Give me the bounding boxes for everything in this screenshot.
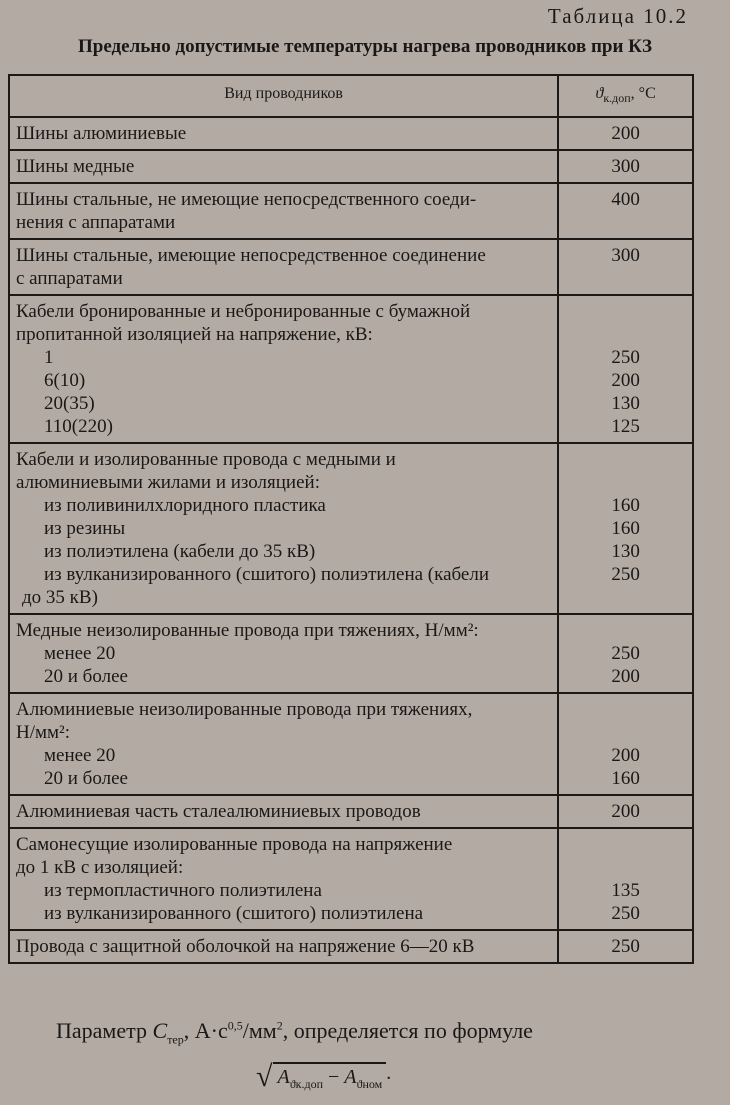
table-row [9,150,693,183]
row-subitem: из поливинилхлоридного пластика [44,495,326,517]
row-value [558,930,693,963]
row-subitem: из термопластичного полиэтилена [44,880,322,902]
row-subitem: из вулканизированного (сшитого) полиэтилена (кабели [44,564,490,586]
temperature-value: 250 [611,643,640,665]
row-text-line: Алюминиевая часть сталеалюминиевых проводов [16,801,421,823]
temperature-value: 160 [611,518,640,540]
temperature-value: 300 [611,156,640,178]
value-spacer [565,323,686,346]
row-value [558,614,693,693]
row-text-line: Провода с защитной оболочкой на напряжение 6—20 кВ [16,936,475,958]
row-subitem: из резины [44,518,126,540]
row-text-line: Кабели бронированные и небронированные с бумажной [16,301,471,323]
row-text-line: алюминиевыми жилами и изоляцией: [16,472,320,494]
formula-intro: Параметр $C_{тер}$, $А\cdot с^{0,5}/мм^2$, определяется по формуле [56,1018,533,1047]
value-spacer [565,300,686,323]
value-spacer [565,856,686,879]
temperature-value: 400 [611,189,640,211]
row-kind [9,295,558,443]
temperature-value: 200 [611,123,640,145]
value-spacer [565,721,686,744]
row-subitem: менее 20 [44,643,116,665]
temperature-value: 125 [611,416,640,438]
table-row [9,693,693,795]
row-text-line: Кабели и изолированные провода с медными и [16,449,396,471]
row-kind [9,117,558,150]
row-value [558,443,693,614]
table-row [9,443,693,614]
row-subitem: 110(220) [44,416,113,438]
row-kind [9,693,558,795]
table-body [9,117,693,963]
row-value [558,295,693,443]
row-text-line: нения с аппаратами [16,212,176,234]
row-kind [9,828,558,930]
row-kind [9,183,558,239]
temperature-value: 200 [611,666,640,688]
row-text-line: Самонесущие изолированные провода на напряжение [16,834,453,856]
row-value [558,183,693,239]
table-row [9,183,693,239]
sqrt-sign-icon: √ [256,1060,273,1093]
table-row [9,795,693,828]
table-row [9,117,693,150]
table-header-row [9,75,693,117]
table-row [9,239,693,295]
temperature-value: 130 [611,393,640,415]
row-kind [9,150,558,183]
table-row [9,295,693,443]
table-caption: Предельно допустимые температуры нагрева проводников при КЗ [78,36,652,57]
row-kind [9,239,558,295]
row-subitem: из полиэтилена (кабели до 35 кВ) [44,541,316,563]
temperature-value: 200 [611,370,640,392]
table-number: Таблица 10.2 [547,4,688,28]
temperature-value: 200 [611,801,640,823]
row-kind [9,443,558,614]
row-kind [9,930,558,963]
row-text-line: Шины стальные, не имеющие непосредственного соеди- [16,189,477,211]
row-text-line: пропитанной изоляцией на напряжение, кВ: [16,324,373,346]
row-subitem: 6(10) [44,370,86,392]
row-subitem: 1 [44,347,54,369]
value-spacer [565,698,686,721]
sqrt-formula: √ $A_{ϑк.доп} - A_{ϑном}$ . [256,1060,392,1093]
formula-radicand: $A_{ϑк.доп} - A_{ϑном}$ [273,1062,386,1092]
row-text-line: до 1 кВ с изоляцией: [16,857,184,879]
row-value [558,693,693,795]
row-value [558,828,693,930]
row-text-line: Шины медные [16,156,135,178]
row-subitem: менее 20 [44,745,116,767]
row-subitem: из вулканизированного (сшитого) полиэтилена [44,903,424,925]
table-row [9,614,693,693]
row-text-line: Шины стальные, имеющие непосредственное соединение [16,245,486,267]
row-kind [9,614,558,693]
temperature-value: 130 [611,541,640,563]
row-kind [9,795,558,828]
row-value [558,239,693,295]
row-text-line: Шины алюминиевые [16,123,187,145]
value-spacer [565,833,686,856]
value-spacer [565,448,686,471]
row-subitem-tail: до 35 кВ) [22,587,98,609]
row-subitem: 20(35) [44,393,95,415]
row-text-line: Н/мм²: [16,722,71,744]
row-subitem: 20 и более [44,768,128,790]
header-kind: Вид проводников [9,75,558,117]
temperature-value: 300 [611,245,640,267]
value-spacer [565,471,686,494]
row-value [558,150,693,183]
temperature-value: 250 [611,936,640,958]
table-row [9,930,693,963]
temperature-value: 160 [611,768,640,790]
row-value [558,117,693,150]
value-spacer [565,619,686,642]
row-text-line: Медные неизолированные провода при тяжениях, Н/мм²: [16,620,479,642]
temperature-value: 135 [611,880,640,902]
row-subitem: 20 и более [44,666,128,688]
temperature-table [8,74,694,964]
table-row [9,828,693,930]
temperature-value: 250 [611,347,640,369]
temperature-value: 160 [611,495,640,517]
header-value: $ϑ_{к.доп}$, °C [558,75,693,117]
row-text-line: с аппаратами [16,268,123,290]
temperature-value: 250 [611,903,640,925]
temperature-value: 250 [611,564,640,586]
temperature-value: 200 [611,745,640,767]
row-value [558,795,693,828]
row-text-line: Алюминиевые неизолированные провода при тяжениях, [16,699,473,721]
